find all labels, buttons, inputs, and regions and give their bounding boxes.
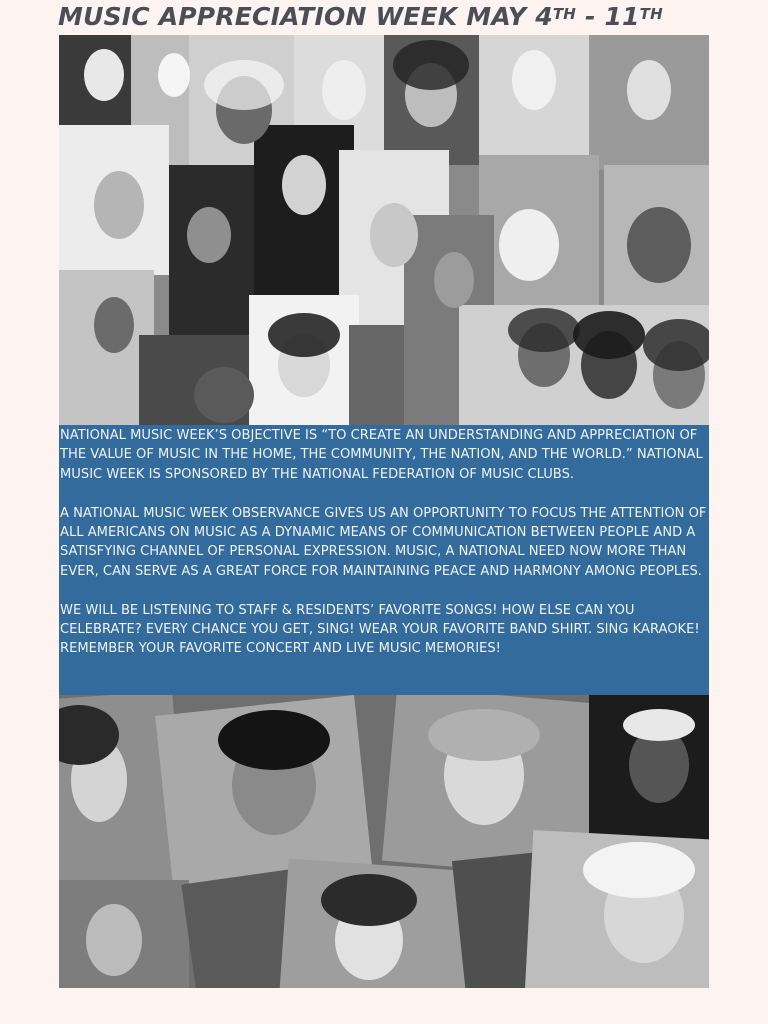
bottom-photo-collage [59, 695, 709, 988]
bottom-collage-graphic [59, 695, 709, 988]
title-superscript-start: TH [552, 5, 577, 23]
title-date-end: - 11 [576, 2, 640, 31]
top-photo-collage [59, 35, 709, 425]
music-week-description [59, 425, 709, 695]
observance-paragraph: A NATIONAL MUSIC WEEK OBSERVANCE GIVES US AN OPPORTUNITY TO FOCUS THE ATTENTION OF ALL AMERICANS ON MUSIC AS A DYNAMIC MEANS OF COMMUNICATION BETWEEN PEOPLE AND A SATISFYING CHANNEL OF PERSONAL EXPRESSION. MUSIC, A NATIONAL NEED NOW MORE THAN EVER, CAN SERVE AS A GREAT FORCE FOR MAINTAINING PEACE AND HARMONY AMONG PEOPLES. [60, 505, 707, 579]
objective-paragraph: NATIONAL MUSIC WEEK’S OBJECTIVE IS “TO CREATE AN UNDERSTANDING AND APPRECIATION OF THE VALUE OF MUSIC IN THE HOME, THE COMMUNITY, THE NATION, AND THE WORLD.” NATIONAL MUSIC WEEK IS SPONSORED BY THE NATIONAL FEDERATION OF MUSIC CLUBS. [60, 428, 703, 482]
title-main: MUSIC APPRECIATION WEEK MAY 4 [58, 2, 553, 31]
celebration-paragraph: WE WILL BE LISTENING TO STAFF & RESIDENTS’ FAVORITE SONGS! HOW ELSE CAN YOU CELEBRATE? EVERY CHANCE YOU GET, SING! WEAR YOUR FAVORITE BAND SHIRT. SING KARAOKE! REMEMBER YOUR FAVORITE CONCERT AND LIVE MUSIC MEMORIES! [60, 602, 700, 657]
title-superscript-end: TH [639, 5, 663, 23]
page-title [58, 0, 738, 34]
top-collage-graphic [59, 35, 709, 425]
